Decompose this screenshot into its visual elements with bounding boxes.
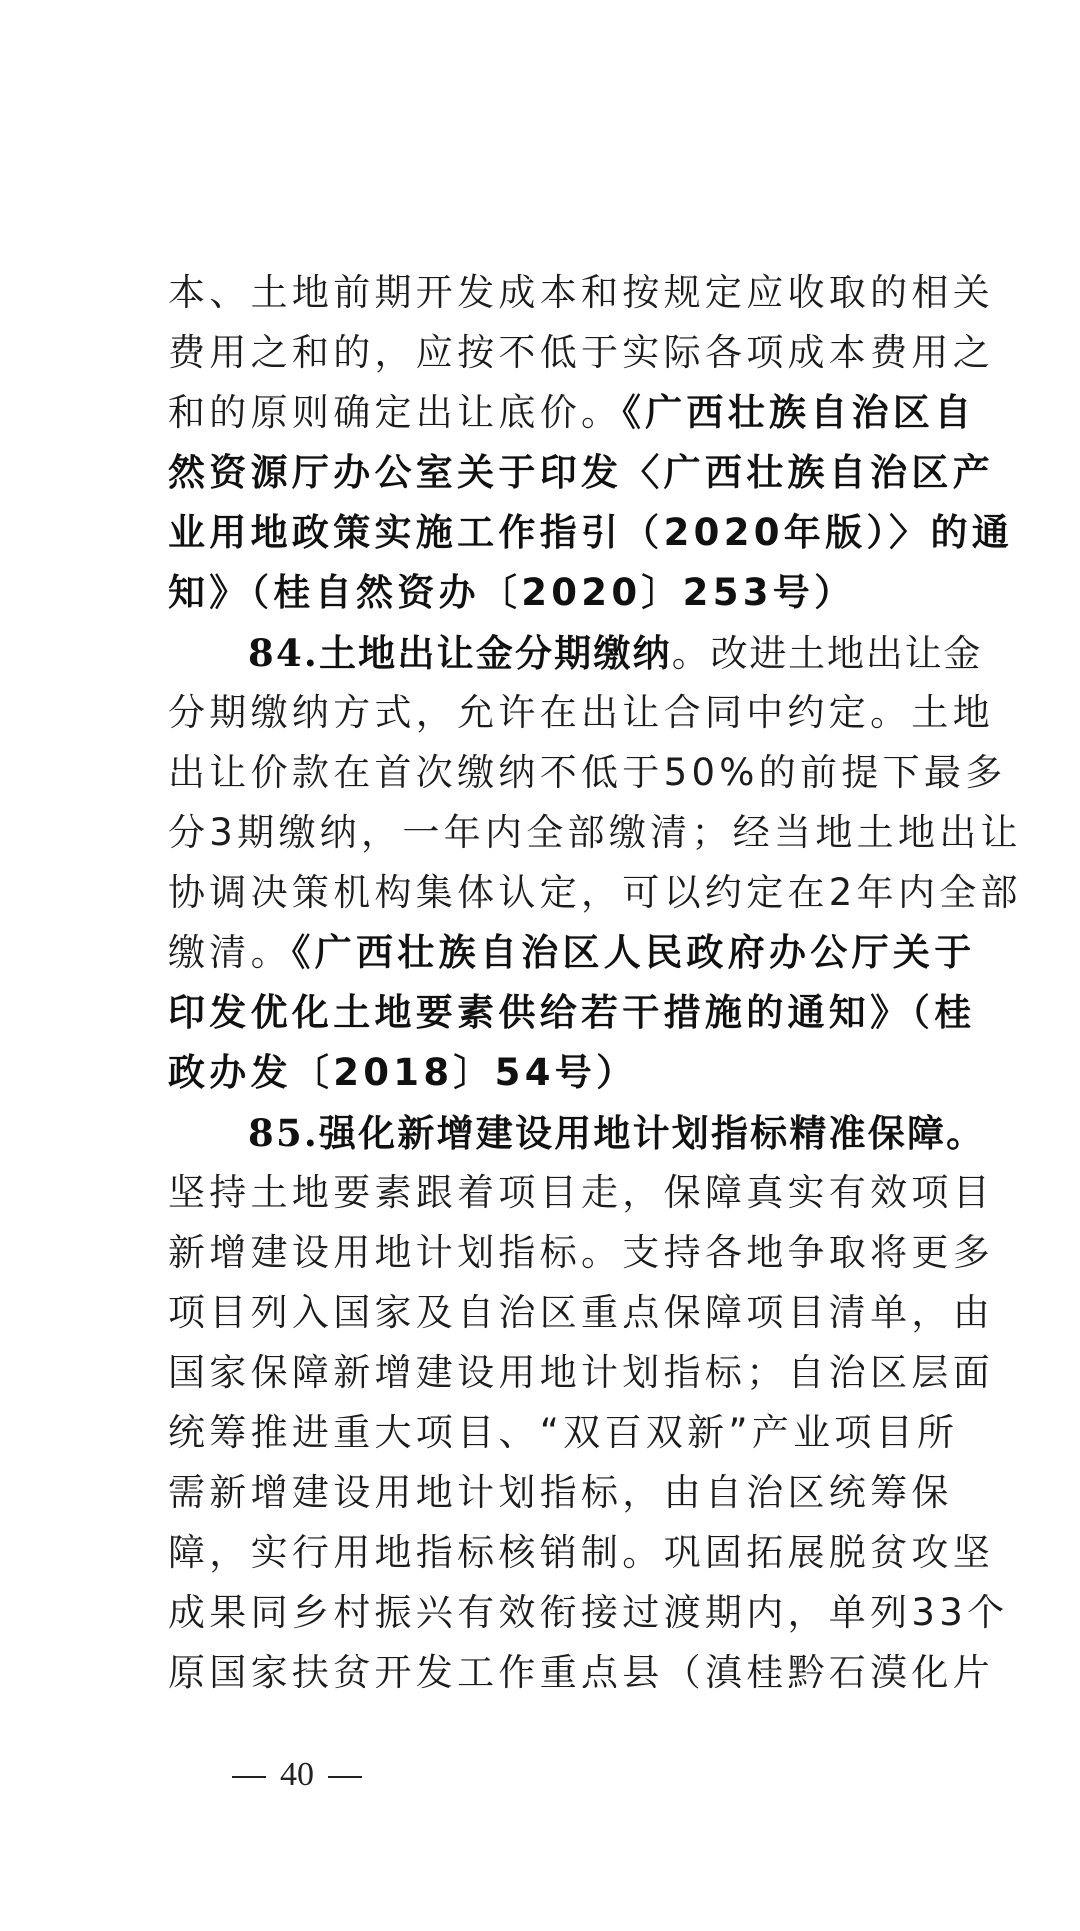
text-line bbox=[168, 983, 976, 1043]
footer-dash-right bbox=[328, 1776, 362, 1778]
policy-citation: 《广西壮族自治区人民政府办公厅关于 bbox=[291, 931, 976, 974]
body-text: 需新增建设用地计划指标，由自治区统筹保 bbox=[168, 1471, 953, 1514]
policy-citation: 知》（桂自然资办〔2020〕253号） bbox=[168, 571, 856, 614]
text-line bbox=[168, 923, 976, 983]
text-line bbox=[168, 383, 976, 443]
text-line bbox=[168, 563, 943, 623]
policy-citation: 然资源厅办公室关于印发〈广西壮族自治区产 bbox=[168, 451, 994, 494]
text-line bbox=[168, 1343, 994, 1403]
policy-citation: 《广西壮族自治区自 bbox=[622, 391, 976, 434]
page-number: 40 bbox=[280, 1756, 314, 1793]
body-text: 协调决策机构集体认定，可以约定在2年内全部 bbox=[168, 871, 1022, 914]
text-line bbox=[168, 503, 1014, 563]
body-text: 坚持土地要素跟着项目走，保障真实有效项目 bbox=[168, 1171, 994, 1214]
body-text: 原国家扶贫开发工作重点县（滇桂黔石漠化片 bbox=[168, 1651, 994, 1694]
text-line bbox=[168, 323, 994, 383]
text-line bbox=[168, 683, 994, 743]
text-line bbox=[168, 1583, 1009, 1643]
body-text: 分期缴纳方式，允许在出让合同中约定。土地 bbox=[168, 691, 994, 734]
text-line bbox=[168, 1043, 943, 1103]
footer-dash-left bbox=[232, 1776, 266, 1778]
body-text: 和的原则确定出让底价。 bbox=[168, 391, 623, 434]
policy-citation: 业用地政策实施工作指引（2020年版）〉的通 bbox=[168, 511, 1014, 554]
text-line bbox=[168, 443, 994, 503]
text-line bbox=[168, 1643, 994, 1703]
text-line bbox=[168, 743, 1007, 803]
body-text: 障，实行用地指标核销制。巩固拓展脱贫攻坚 bbox=[168, 1531, 994, 1574]
body-text: 项目列入国家及自治区重点保障项目清单，由 bbox=[168, 1291, 994, 1334]
body-text: 费用之和的，应按不低于实际各项成本费用之 bbox=[168, 331, 994, 374]
text-line bbox=[168, 863, 1022, 923]
body-text: 。改进土地出让金 bbox=[671, 632, 983, 675]
text-line bbox=[168, 1283, 994, 1343]
text-line bbox=[168, 1403, 959, 1463]
text-line bbox=[168, 803, 1022, 863]
body-text: 成果同乡村振兴有效衔接过渡期内，单列33个 bbox=[168, 1591, 1009, 1634]
section-heading: 84.土地出让金分期缴纳 bbox=[248, 631, 672, 675]
text-line bbox=[168, 623, 983, 683]
section-heading: 85.强化新增建设用地计划指标精准保障。 bbox=[248, 1111, 986, 1155]
policy-citation: 政办发〔2018〕54号） bbox=[168, 1051, 638, 1094]
text-line bbox=[168, 1163, 994, 1223]
body-text: 本、土地前期开发成本和按规定应收取的相关 bbox=[168, 271, 994, 314]
text-line bbox=[168, 263, 994, 323]
body-text: 出让价款在首次缴纳不低于50%的前提下最多 bbox=[168, 751, 1007, 794]
text-line bbox=[168, 1103, 986, 1163]
body-text: 分3期缴纳，一年内全部缴清；经当地土地出让 bbox=[168, 811, 1022, 854]
body-text: 新增建设用地计划指标。支持各地争取将更多 bbox=[168, 1231, 994, 1274]
policy-citation: 印发优化土地要素供给若干措施的通知》（桂 bbox=[168, 991, 976, 1034]
text-line bbox=[168, 1523, 994, 1583]
document-body bbox=[168, 263, 1022, 1703]
text-line bbox=[168, 1463, 953, 1523]
body-text: 国家保障新增建设用地计划指标；自治区层面 bbox=[168, 1351, 994, 1394]
page-footer bbox=[232, 1750, 362, 1800]
body-text: 统筹推进重大项目、“双百双新”产业项目所 bbox=[168, 1411, 959, 1454]
text-line bbox=[168, 1223, 994, 1283]
body-text: 缴清。 bbox=[168, 931, 292, 974]
